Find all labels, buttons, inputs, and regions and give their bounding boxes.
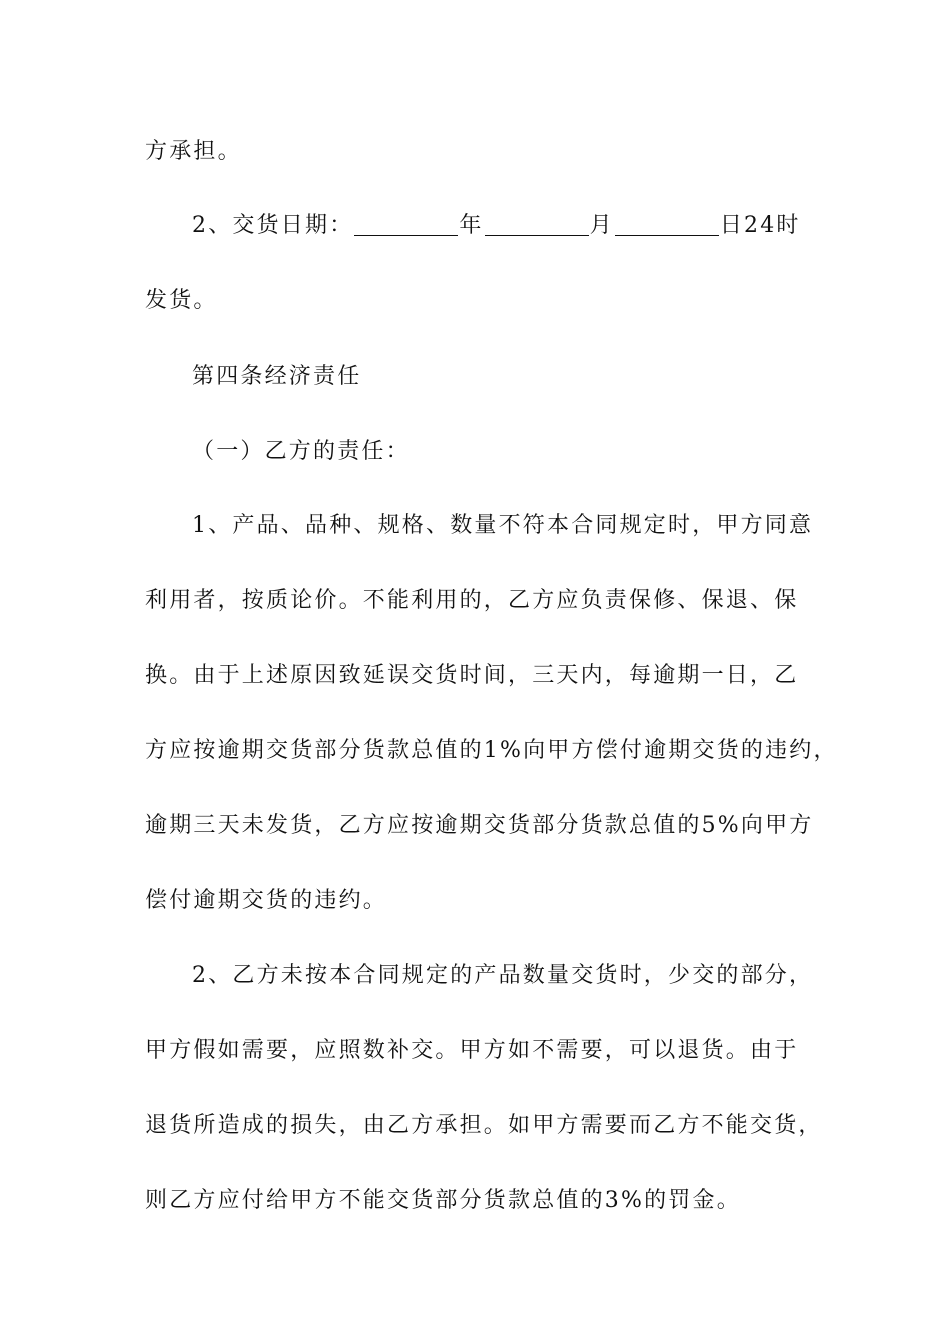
text-line: 方承担。 xyxy=(145,139,242,164)
text-line: 退货所造成的损失，由乙方承担。如甲方需要而乙方不能交货， xyxy=(145,1113,823,1138)
year-blank xyxy=(354,213,458,236)
year-label: 年 xyxy=(459,213,484,238)
text-line: 偿付逾期交货的违约。 xyxy=(145,888,388,913)
text-line: 则乙方应付给甲方不能交货部分货款总值的3%的罚金。 xyxy=(145,1188,741,1213)
day-blank xyxy=(615,213,719,236)
text-line: 2、乙方未按本合同规定的产品数量交货时，少交的部分， xyxy=(192,963,814,988)
month-label: 月 xyxy=(589,213,614,238)
subsection-heading: （一）乙方的责任： xyxy=(192,439,410,464)
text-line: 逾期三天未发货，乙方应按逾期交货部分货款总值的5%向甲方 xyxy=(145,813,814,838)
delivery-date-prefix: 2、交货日期： xyxy=(192,213,354,238)
text-line: 发货。 xyxy=(145,288,218,313)
section-heading: 第四条经济责任 xyxy=(192,364,362,389)
delivery-date-line xyxy=(192,211,872,241)
text-line: 利用者，按质论价。不能利用的，乙方应负责保修、保退、保 xyxy=(145,588,799,613)
text-line: 1、产品、品种、规格、数量不符本合同规定时，甲方同意 xyxy=(192,513,814,538)
text-line: 方应按逾期交货部分货款总值的1%向甲方偿付逾期交货的违约， xyxy=(145,738,838,763)
text-line: 换。由于上述原因致延误交货时间，三天内，每逾期一日，乙 xyxy=(145,663,799,688)
day-label: 日24时 xyxy=(719,213,801,238)
text-line: 甲方假如需要，应照数补交。甲方如不需要，可以退货。由于 xyxy=(145,1038,799,1063)
month-blank xyxy=(485,213,589,236)
